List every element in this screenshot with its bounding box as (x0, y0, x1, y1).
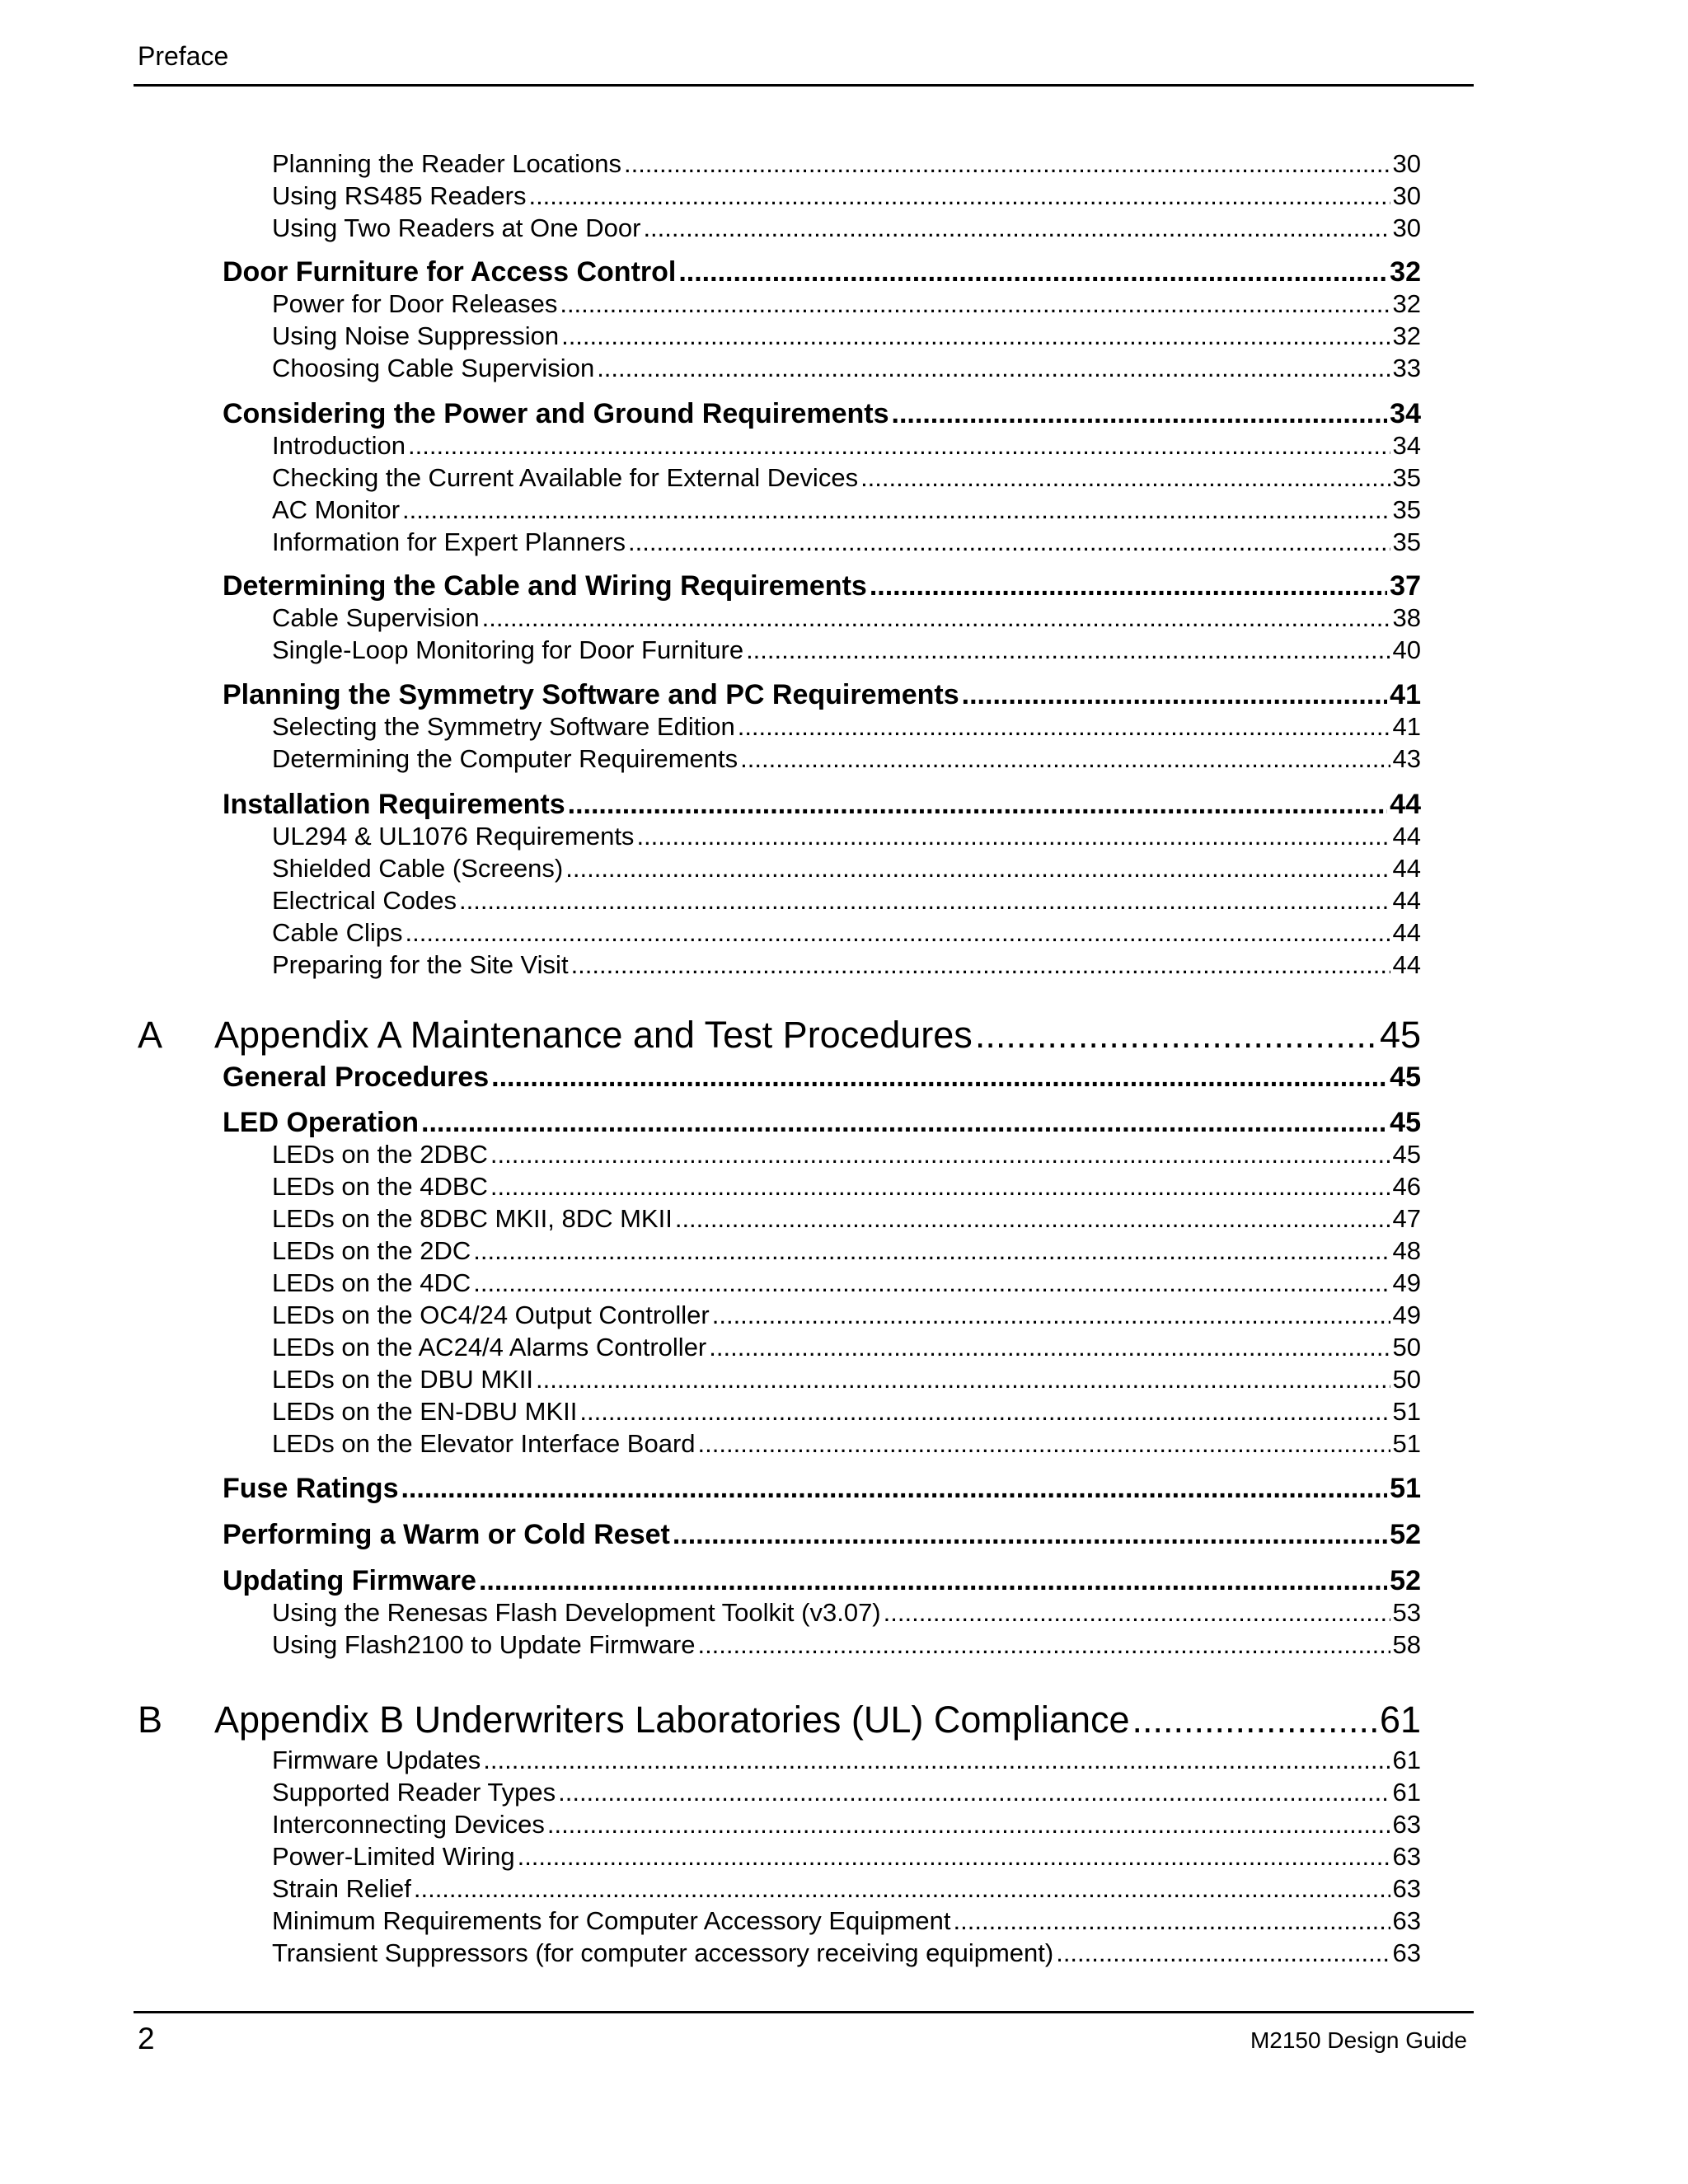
toc-entry-title: Fuse Ratings (223, 1473, 399, 1504)
dot-leader (483, 1745, 1390, 1776)
toc-page-number: 63 (1392, 1810, 1421, 1839)
dot-leader (628, 527, 1390, 558)
toc-section-entry[interactable] (223, 1517, 1421, 1552)
toc-entry-title: Choosing Cable Supervision (272, 354, 595, 382)
dot-leader (624, 148, 1390, 180)
toc-page-number: 30 (1392, 149, 1421, 178)
dot-leader (536, 1364, 1390, 1395)
toc-subsection-entry[interactable] (272, 853, 1421, 884)
toc-page-number: 58 (1392, 1630, 1421, 1659)
toc-entry-title: UL294 & UL1076 Requirements (272, 822, 635, 851)
toc-entry-title: Considering the Power and Ground Requirements (223, 398, 889, 429)
toc-section-entry[interactable] (223, 569, 1421, 603)
toc-entry-title: Determining the Computer Requirements (272, 744, 738, 773)
toc-page-number: 44 (1392, 918, 1421, 947)
toc-entry-title: Using Noise Suppression (272, 321, 560, 350)
toc-subsection-entry[interactable] (272, 1597, 1421, 1629)
toc-subsection-entry[interactable] (272, 213, 1421, 244)
toc-subsection-entry[interactable] (272, 1235, 1421, 1267)
toc-entry-title: Preparing for the Site Visit (272, 950, 569, 979)
toc-entry-title: Using Two Readers at One Door (272, 213, 641, 242)
toc-subsection-entry[interactable] (272, 1139, 1421, 1170)
toc-page-number: 35 (1392, 527, 1421, 556)
toc-entry-title: LEDs on the Elevator Interface Board (272, 1429, 696, 1458)
toc-entry-title: Planning the Reader Locations (272, 149, 621, 178)
toc-chapter-entry[interactable] (214, 1012, 1421, 1058)
toc-subsection-entry[interactable] (272, 1203, 1421, 1235)
toc-page-number: 44 (1390, 789, 1421, 820)
toc-page-number: 63 (1392, 1842, 1421, 1871)
toc-page-number: 40 (1392, 635, 1421, 664)
dot-leader (892, 396, 1388, 431)
dot-leader (740, 743, 1390, 775)
toc-subsection-entry[interactable] (272, 821, 1421, 852)
dot-leader (401, 1471, 1387, 1506)
toc-page-number: 45 (1390, 1107, 1421, 1138)
toc-subsection-entry[interactable] (272, 1745, 1421, 1776)
running-header: Preface (138, 41, 229, 71)
toc-entry-title: LED Operation (223, 1107, 420, 1138)
toc-subsection-entry[interactable] (272, 1905, 1421, 1937)
toc-page-number: 41 (1390, 679, 1421, 710)
toc-entry-title: LEDs on the OC4/24 Output Controller (272, 1301, 710, 1329)
toc-page-number: 30 (1392, 213, 1421, 242)
toc-page-number: 44 (1392, 950, 1421, 979)
toc-page-number: 63 (1392, 1874, 1421, 1903)
toc-page-number: 51 (1390, 1473, 1421, 1504)
toc-subsection-entry[interactable] (272, 1428, 1421, 1460)
toc-page-number: 44 (1392, 822, 1421, 851)
toc-subsection-entry[interactable] (272, 1777, 1421, 1808)
toc-page-number: 32 (1392, 289, 1421, 318)
toc-subsection-entry[interactable] (272, 917, 1421, 949)
toc-page-number: 52 (1390, 1565, 1421, 1596)
toc-entry-title: Installation Requirements (223, 789, 565, 820)
toc-entry-title: Using the Renesas Flash Development Toolkit (v3.07) (272, 1598, 881, 1627)
toc-subsection-entry[interactable] (272, 602, 1421, 634)
toc-subsection-entry[interactable] (272, 353, 1421, 384)
toc-entry-title: Shielded Cable (Screens) (272, 854, 564, 883)
dot-leader (860, 462, 1390, 494)
dot-leader (738, 711, 1390, 743)
dot-leader (975, 1012, 1377, 1058)
dot-leader (709, 1332, 1390, 1363)
toc-entry-title: AC Monitor (272, 495, 401, 524)
toc-entry-title: Using RS485 Readers (272, 181, 527, 210)
dot-leader (643, 213, 1390, 244)
toc-subsection-entry[interactable] (272, 1171, 1421, 1202)
toc-entry-title: Cable Supervision (272, 603, 480, 632)
toc-entry-title: Power for Door Releases (272, 289, 558, 318)
toc-page-number: 48 (1392, 1236, 1421, 1265)
dot-leader (490, 1171, 1390, 1202)
toc-entry-title: Transient Suppressors (for computer accessory receiving equipment) (272, 1938, 1054, 1967)
dot-leader (597, 353, 1390, 384)
document-title: M2150 Design Guide (1250, 2027, 1467, 2053)
toc-page-number: 50 (1392, 1333, 1421, 1361)
toc-entry-title: Strain Relief (272, 1874, 411, 1903)
toc-subsection-entry[interactable] (272, 1629, 1421, 1661)
toc-page-number: 63 (1392, 1938, 1421, 1967)
toc-page-number: 50 (1392, 1365, 1421, 1394)
dot-leader (406, 917, 1390, 949)
toc-subsection-entry[interactable] (272, 1841, 1421, 1872)
toc-subsection-entry[interactable] (272, 180, 1421, 212)
appendix-letter: B (138, 1699, 163, 1741)
toc-subsection-entry[interactable] (272, 635, 1421, 666)
toc-page-number: 47 (1392, 1204, 1421, 1233)
toc-page-number: 45 (1392, 1140, 1421, 1169)
toc-subsection-entry[interactable] (272, 494, 1421, 526)
toc-entry-title: Checking the Current Available for External Devices (272, 463, 859, 492)
toc-page-number: 30 (1392, 181, 1421, 210)
toc-entry-title: Firmware Updates (272, 1746, 481, 1774)
toc-page-number: 52 (1390, 1519, 1421, 1550)
dot-leader (459, 885, 1390, 916)
dot-leader (421, 1105, 1387, 1140)
dot-leader (673, 1517, 1387, 1552)
toc-entry-title: Electrical Codes (272, 886, 457, 915)
toc-subsection-entry[interactable] (272, 1873, 1421, 1905)
dot-leader (565, 853, 1390, 884)
toc-page-number: 44 (1392, 854, 1421, 883)
toc-subsection-entry[interactable] (272, 1268, 1421, 1299)
dot-leader (558, 1777, 1390, 1808)
toc-entry-title: LEDs on the 4DBC (272, 1172, 488, 1201)
toc-entry-title: LEDs on the EN-DBU MKII (272, 1397, 578, 1426)
toc-page-number: 63 (1392, 1906, 1421, 1935)
toc-page-number: 43 (1392, 744, 1421, 773)
toc-chapter-entry[interactable] (214, 1697, 1421, 1743)
toc-entry-title: Single-Loop Monitoring for Door Furniture (272, 635, 744, 664)
toc-page-number: 41 (1392, 712, 1421, 741)
dot-leader (402, 494, 1390, 526)
toc-section-entry[interactable] (223, 396, 1421, 431)
toc-section-entry[interactable] (223, 1060, 1421, 1094)
toc-entry-title: Information for Expert Planners (272, 527, 626, 556)
dot-leader (678, 255, 1387, 289)
toc-page-number: 44 (1392, 886, 1421, 915)
toc-entry-title: LEDs on the 8DBC MKII, 8DC MKII (272, 1204, 673, 1233)
dot-leader (518, 1841, 1390, 1872)
toc-page-number: 37 (1390, 570, 1421, 602)
toc-entry-title: Interconnecting Devices (272, 1810, 545, 1839)
toc-page-number: 32 (1390, 256, 1421, 288)
toc-entry-title: Updating Firmware (223, 1565, 476, 1596)
toc-entry-title: Planning the Symmetry Software and PC Requirements (223, 679, 959, 710)
toc-page-number: 35 (1392, 495, 1421, 524)
toc-entry-title: LEDs on the DBU MKII (272, 1365, 534, 1394)
toc-section-entry[interactable] (223, 1105, 1421, 1140)
dot-leader (560, 288, 1390, 320)
toc-page-number: 49 (1392, 1301, 1421, 1329)
toc-page-number: 34 (1392, 431, 1421, 460)
dot-leader (697, 1629, 1390, 1661)
dot-leader (884, 1597, 1390, 1629)
toc-subsection-entry[interactable] (272, 1809, 1421, 1840)
dot-leader (962, 677, 1388, 712)
dot-leader (636, 821, 1390, 852)
toc-subsection-entry[interactable] (272, 711, 1421, 743)
toc-page-number: 49 (1392, 1268, 1421, 1297)
toc-subsection-entry[interactable] (272, 148, 1421, 180)
toc-page-number: 61 (1392, 1746, 1421, 1774)
toc-page-number: 46 (1392, 1172, 1421, 1201)
toc-entry-title: Cable Clips (272, 918, 403, 947)
dot-leader (1056, 1938, 1390, 1969)
toc-subsection-entry[interactable] (272, 527, 1421, 558)
toc-entry-title: Selecting the Symmetry Software Edition (272, 712, 735, 741)
dot-leader (579, 1396, 1390, 1427)
toc-page-number: 61 (1392, 1778, 1421, 1807)
toc-section-entry[interactable] (223, 1563, 1421, 1598)
toc-page-number: 32 (1392, 321, 1421, 350)
toc-page-number: 51 (1392, 1397, 1421, 1426)
toc-subsection-entry[interactable] (272, 1332, 1421, 1363)
toc-section-entry[interactable] (223, 787, 1421, 822)
dot-leader (473, 1268, 1390, 1299)
toc-page-number: 45 (1379, 1014, 1421, 1056)
toc-entry-title: LEDs on the AC24/4 Alarms Controller (272, 1333, 707, 1361)
toc-entry-title: Appendix A Maintenance and Test Procedures (214, 1014, 973, 1056)
toc-entry-title: Introduction (272, 431, 406, 460)
dot-leader (490, 1139, 1390, 1170)
toc-page-number: 51 (1392, 1429, 1421, 1458)
toc-page-number: 61 (1379, 1699, 1421, 1741)
toc-entry-title: Appendix B Underwriters Laboratories (UL) Compliance (214, 1699, 1130, 1741)
toc-subsection-entry[interactable] (272, 1300, 1421, 1331)
dot-leader (954, 1905, 1390, 1937)
toc-page-number: 38 (1392, 603, 1421, 632)
toc-entry-title: LEDs on the 2DC (272, 1236, 471, 1265)
toc-subsection-entry[interactable] (272, 462, 1421, 494)
toc-section-entry[interactable] (223, 255, 1421, 289)
toc-page-number: 35 (1392, 463, 1421, 492)
footer-rule (134, 2011, 1474, 2013)
dot-leader (473, 1235, 1390, 1267)
dot-leader (408, 430, 1390, 462)
dot-leader (712, 1300, 1390, 1331)
toc-entry-title: Performing a Warm or Cold Reset (223, 1519, 670, 1550)
appendix-letter: A (138, 1014, 163, 1056)
dot-leader (675, 1203, 1390, 1235)
toc-entry-title: Determining the Cable and Wiring Requirements (223, 570, 867, 602)
dot-leader (479, 1563, 1387, 1598)
dot-leader (870, 569, 1387, 603)
toc-subsection-entry[interactable] (272, 949, 1421, 981)
toc-page-number: 45 (1390, 1062, 1421, 1093)
dot-leader (482, 602, 1390, 634)
dot-leader (1132, 1697, 1377, 1743)
toc-entry-title: LEDs on the 4DC (272, 1268, 471, 1297)
toc-subsection-entry[interactable] (272, 288, 1421, 320)
toc-subsection-entry[interactable] (272, 430, 1421, 462)
toc-page-number: 34 (1390, 398, 1421, 429)
toc-page-number: 53 (1392, 1598, 1421, 1627)
toc-section-entry[interactable] (223, 677, 1421, 712)
toc-page-number: 33 (1392, 354, 1421, 382)
toc-subsection-entry[interactable] (272, 1364, 1421, 1395)
dot-leader (528, 180, 1390, 212)
toc-entry-title: Door Furniture for Access Control (223, 256, 677, 288)
toc-entry-title: Power-Limited Wiring (272, 1842, 515, 1871)
toc-entry-title: Using Flash2100 to Update Firmware (272, 1630, 696, 1659)
dot-leader (414, 1873, 1390, 1905)
dot-leader (491, 1060, 1387, 1094)
toc-section-entry[interactable] (223, 1471, 1421, 1506)
dot-leader (571, 949, 1390, 981)
toc-entry-title: Minimum Requirements for Computer Accessory Equipment (272, 1906, 951, 1935)
toc-entry-title: General Procedures (223, 1062, 490, 1093)
toc-subsection-entry[interactable] (272, 321, 1421, 352)
dot-leader (547, 1809, 1390, 1840)
dot-leader (568, 787, 1388, 822)
dot-leader (746, 635, 1390, 666)
toc-entry-title: Supported Reader Types (272, 1778, 556, 1807)
toc-subsection-entry[interactable] (272, 1396, 1421, 1427)
dot-leader (561, 321, 1390, 352)
toc-entry-title: LEDs on the 2DBC (272, 1140, 488, 1169)
toc-subsection-entry[interactable] (272, 1938, 1421, 1969)
page-number: 2 (138, 2022, 155, 2055)
toc-subsection-entry[interactable] (272, 743, 1421, 775)
toc-subsection-entry[interactable] (272, 885, 1421, 916)
dot-leader (698, 1428, 1390, 1460)
